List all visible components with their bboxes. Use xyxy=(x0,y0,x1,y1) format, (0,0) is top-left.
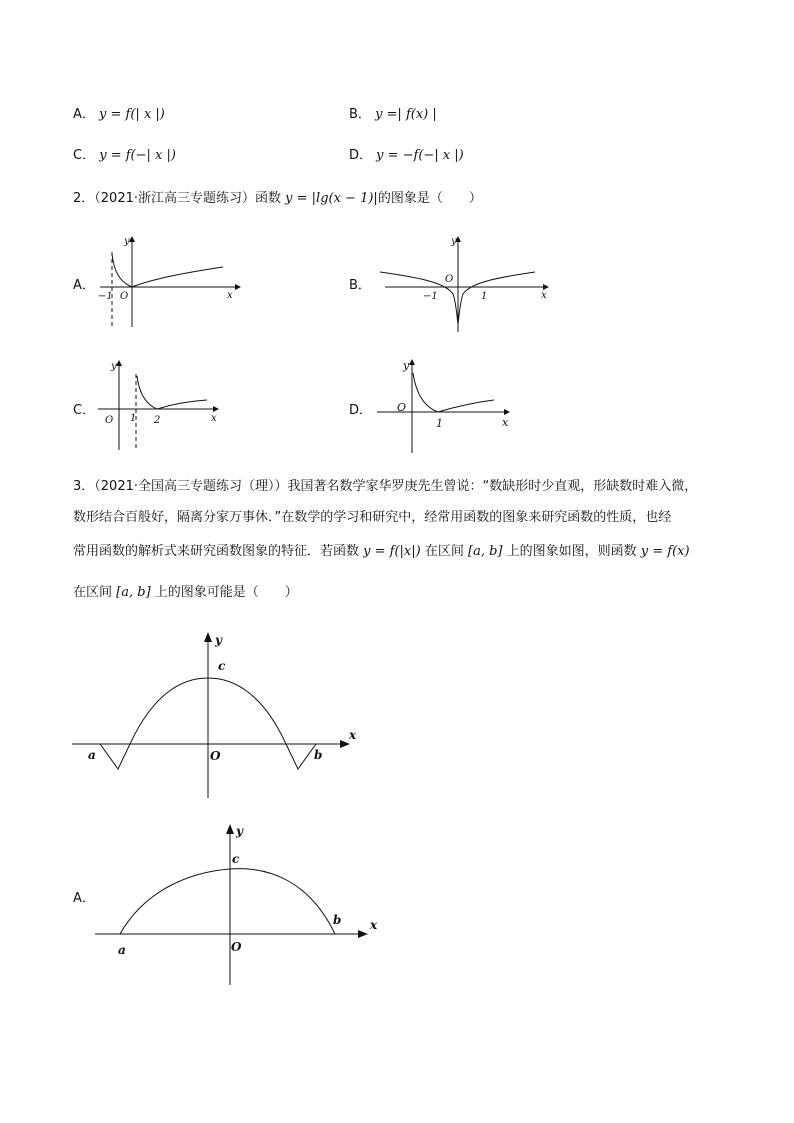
q2-stem-pre: 函数 xyxy=(255,191,282,206)
q3-number: 3． xyxy=(73,479,95,494)
origin-label: O xyxy=(397,401,407,414)
tick-1: 1 xyxy=(130,413,137,424)
q3-line-4 xyxy=(73,584,298,602)
q3-text-4b: 上的图象可能是（ ） xyxy=(154,585,298,600)
a-label: a xyxy=(88,748,96,762)
origin-label: O xyxy=(231,940,242,954)
tick-1: 1 xyxy=(436,417,443,430)
q3-line-2: 数形结合百般好，隔离分家万事休．”在数学的学习和研究中，经常用函数的图象来研究函数的性质，也经 xyxy=(73,510,672,525)
c-label: c xyxy=(218,659,226,673)
option-formula: y = f(| x |) xyxy=(99,107,165,122)
q1-option-c[interactable] xyxy=(73,147,176,165)
q1-option-b[interactable] xyxy=(349,106,437,124)
b-label: b xyxy=(314,748,323,762)
origin-label: O xyxy=(105,415,114,426)
q3-text-1: 我国著名数学家华罗庚先生曾说：“数缺形时少直观，形缺数时难入微， xyxy=(287,479,698,494)
option-label: A． xyxy=(73,107,95,122)
q2-stem-post: 的图象是（ ） xyxy=(377,191,482,206)
q1-option-d[interactable] xyxy=(349,147,464,165)
q2-option-a-label[interactable]: A． xyxy=(73,278,95,293)
q2-number: 2． xyxy=(73,191,95,206)
option-formula: y = f(−| x |) xyxy=(99,148,176,163)
q3-text-4a: 在区间 xyxy=(73,585,113,600)
tick-neg1: −1 xyxy=(98,291,113,302)
c-label: c xyxy=(232,852,240,866)
q3-text-3b: 在区间 xyxy=(424,544,464,559)
q3-option-a-graph[interactable] xyxy=(95,820,385,990)
q2-graph-a[interactable] xyxy=(95,232,245,332)
option-label: D． xyxy=(349,148,373,163)
origin-label: O xyxy=(120,291,129,302)
x-axis-label: x xyxy=(541,290,547,301)
x-axis-label: x xyxy=(227,290,233,301)
q3-formula-2: y = f(x) xyxy=(640,544,690,559)
q2-source: （2021·浙江高三专题练习） xyxy=(94,191,255,206)
tick-neg1: −1 xyxy=(423,291,438,302)
y-axis-label: y xyxy=(451,236,457,247)
q2-formula: y = |lg(x − 1)| xyxy=(285,191,378,206)
option-formula: y = −f(−| x |) xyxy=(376,148,464,163)
a-label: a xyxy=(118,943,126,957)
q3-formula-1: y = f(|x|) xyxy=(363,544,421,559)
origin-label: O xyxy=(445,274,454,285)
y-axis-label: y xyxy=(236,824,243,838)
option-label: B． xyxy=(349,107,371,122)
q2-option-b-label[interactable]: B． xyxy=(349,278,371,293)
tick-1: 1 xyxy=(481,291,488,302)
y-axis-label: y xyxy=(111,361,117,372)
origin-label: O xyxy=(210,749,221,763)
tick-2: 2 xyxy=(154,415,161,426)
x-axis-label: x xyxy=(370,918,378,932)
q2-option-d-label[interactable]: D． xyxy=(349,403,373,418)
option-formula: y =| f(x) | xyxy=(375,107,437,122)
q3-option-a-label[interactable]: A． xyxy=(73,891,95,906)
x-axis-label: x xyxy=(211,413,217,424)
q3-main-graph[interactable] xyxy=(70,628,370,803)
y-axis-label: y xyxy=(403,359,410,372)
q3-interval-1: [a, b] xyxy=(468,544,503,559)
q3-text-3a: 常用函数的解析式来研究函数图象的特征．若函数 xyxy=(73,544,360,559)
x-axis-label: x xyxy=(349,728,357,742)
y-axis-label: y xyxy=(215,633,222,647)
q1-option-a[interactable] xyxy=(73,106,165,124)
q3-line-3 xyxy=(73,543,690,561)
option-label: C． xyxy=(73,148,96,163)
q3-text-3c: 上的图象如图，则函数 xyxy=(506,544,637,559)
q2-graph-d[interactable] xyxy=(372,355,517,455)
q2-stem xyxy=(73,190,482,208)
b-label: b xyxy=(333,913,342,927)
q2-option-c-label[interactable]: C． xyxy=(73,403,96,418)
q3-interval-2: [a, b] xyxy=(116,585,151,600)
q2-graph-b[interactable] xyxy=(375,232,555,332)
x-axis-label: x xyxy=(502,416,509,429)
y-axis-label: y xyxy=(124,236,130,247)
q2-graph-c[interactable] xyxy=(95,358,225,453)
q3-line-1 xyxy=(73,478,697,496)
q3-source: （2021·全国高三专题练习（理）） xyxy=(94,479,288,494)
